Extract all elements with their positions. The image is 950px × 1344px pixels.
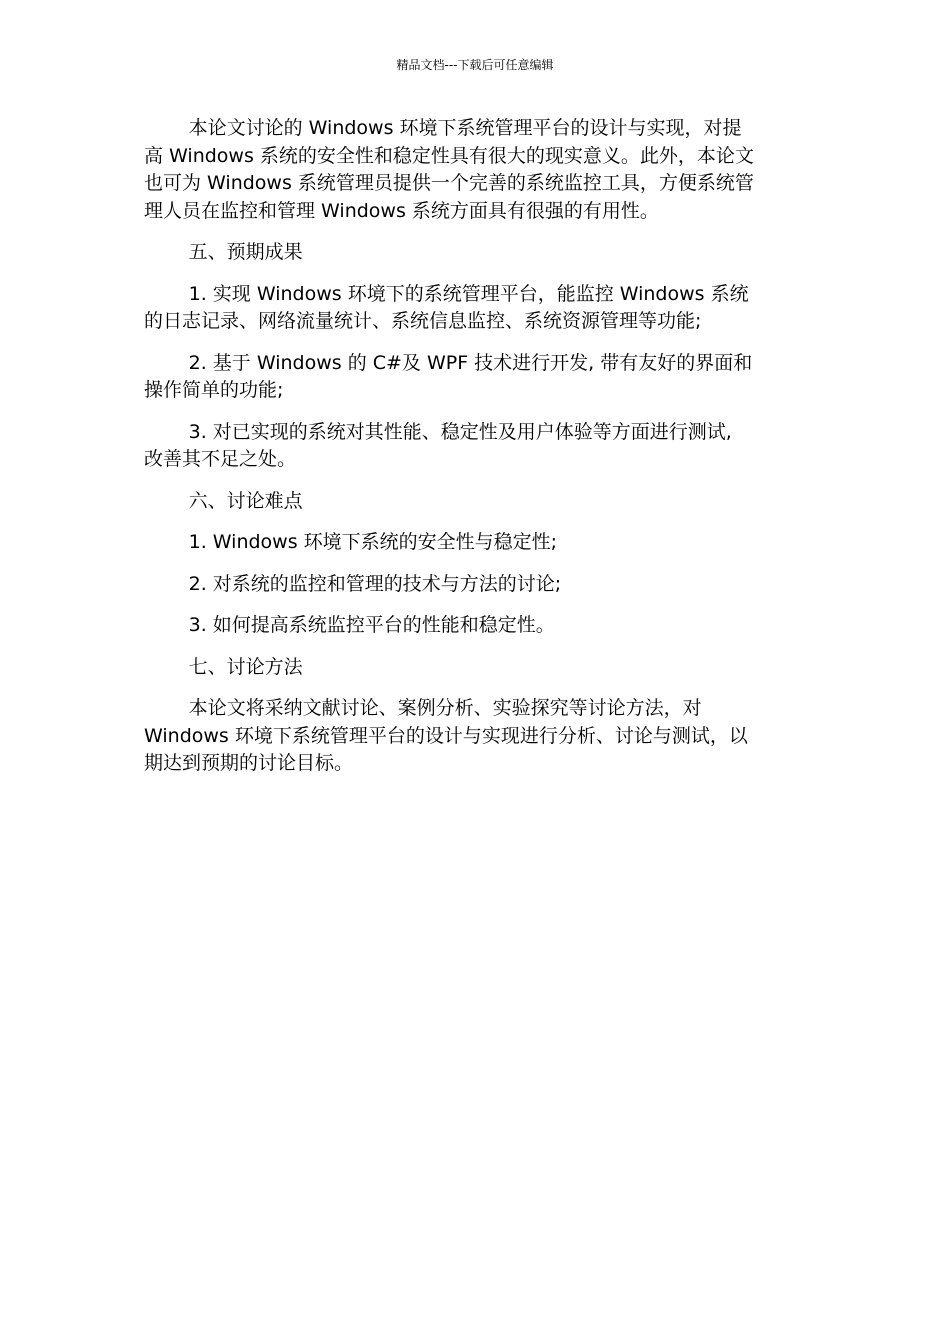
text-line: 1. Windows 环境下系统的安全性与稳定性; xyxy=(188,531,558,553)
text-line: 改善其不足之处。 xyxy=(144,448,297,470)
section-heading: 七、讨论方法 xyxy=(188,655,303,678)
text-line: 操作简单的功能; xyxy=(144,379,284,401)
text-line: 期达到预期的讨论目标。 xyxy=(144,752,354,774)
text-line: 2. 对系统的监控和管理的技术与方法的讨论; xyxy=(188,572,562,595)
text-line: 3. 如何提高系统监控平台的性能和稳定性。 xyxy=(188,614,555,636)
paragraph-significance xyxy=(144,115,810,225)
list-item xyxy=(144,281,810,336)
text-line: 也可为 Windows 系统管理员提供一个完善的系统监控工具，方便系统管 xyxy=(144,172,754,194)
list-item xyxy=(144,350,810,405)
document-body xyxy=(144,115,810,792)
paragraph-methods xyxy=(144,695,810,778)
list-item xyxy=(144,419,810,474)
section-heading-difficulties xyxy=(144,488,810,516)
section-heading-expected-results xyxy=(144,239,810,267)
text-line: 理人员在监控和管理 Windows 系统方面具有很强的有用性。 xyxy=(144,199,659,222)
text-line: 的日志记录、网络流量统计、系统信息监控、系统资源管理等功能; xyxy=(144,310,702,332)
text-line: 3. 对已实现的系统对其性能、稳定性及用户体验等方面进行测试, xyxy=(188,420,732,443)
text-line: 本论文讨论的 Windows 环境下系统管理平台的设计与实现，对提 xyxy=(188,117,742,139)
list-item xyxy=(144,612,810,640)
page-header: 精品文档---下载后可任意编辑 xyxy=(396,58,554,72)
section-heading: 六、讨论难点 xyxy=(188,489,303,512)
list-item xyxy=(144,571,810,599)
text-line: 1. 实现 Windows 环境下的系统管理平台，能监控 Windows 系统 xyxy=(188,282,749,305)
text-line: 本论文将采纳文献讨论、案例分析、实验探究等讨论方法，对 xyxy=(188,697,702,719)
text-line: Windows 环境下系统管理平台的设计与实现进行分析、讨论与测试，以 xyxy=(144,724,748,747)
text-line: 高 Windows 系统的安全性和稳定性具有很大的现实意义。此外，本论文 xyxy=(144,144,754,167)
list-item xyxy=(144,529,810,557)
section-heading-methods xyxy=(144,654,810,682)
text-line: 2. 基于 Windows 的 C#及 WPF 技术进行开发, 带有友好的界面和 xyxy=(188,351,753,374)
section-heading: 五、预期成果 xyxy=(188,241,303,263)
